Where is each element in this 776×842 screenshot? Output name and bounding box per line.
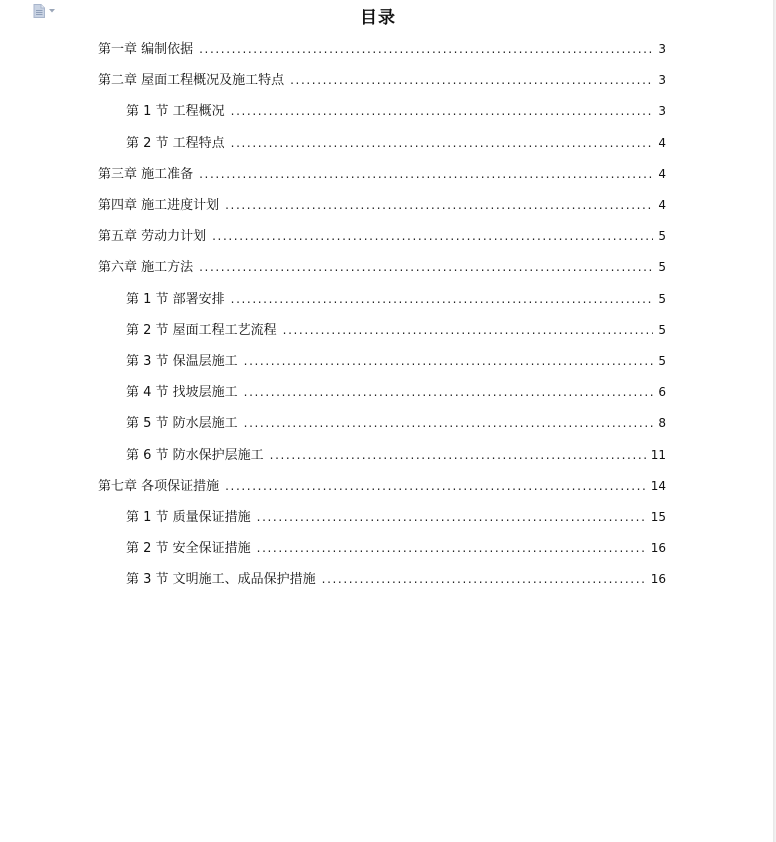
- toc-page-number: 3: [658, 42, 666, 56]
- toc-dot-leader: [199, 39, 653, 59]
- toc-section-entry[interactable]: [126, 445, 666, 465]
- toc-section-entry[interactable]: [126, 320, 666, 340]
- toc-page-number: 3: [658, 104, 666, 119]
- toc-section-entry[interactable]: [126, 351, 666, 371]
- toc-entry-label: 第 1 节 部署安排: [126, 291, 225, 307]
- toc-page-number: 4: [658, 166, 666, 181]
- toc-entry-label: 第一章 编制依据: [98, 42, 194, 57]
- toc-page-number: 5: [658, 354, 666, 368]
- toc-page-number: 11: [650, 447, 666, 462]
- page-title: 目录: [360, 8, 396, 28]
- toc-chapter-entry[interactable]: [98, 70, 666, 90]
- toc-page-number: 5: [658, 322, 666, 337]
- toc-dot-leader: [225, 476, 646, 496]
- toc-section-entry[interactable]: [126, 507, 666, 527]
- toc-dot-leader: [231, 101, 654, 121]
- toc-page-number: 6: [658, 385, 666, 400]
- toc-page-number: 5: [658, 229, 666, 244]
- toc-entry-label: 第 3 节 文明施工、成品保护措施: [126, 572, 316, 588]
- toc-dot-leader: [199, 164, 653, 184]
- toc-dot-leader: [257, 538, 646, 558]
- toc-entry-label: 第 1 节 质量保证措施: [126, 510, 251, 525]
- toc-entry-label: 第 1 节 工程概况: [126, 104, 225, 120]
- toc-dot-leader: [231, 133, 654, 153]
- toc-entry-label: 第三章 施工准备: [98, 166, 194, 182]
- toc-entry-label: 第 3 节 保温层施工: [126, 354, 238, 369]
- toc-entry-label: 第 2 节 工程特点: [126, 135, 225, 151]
- toc-section-entry[interactable]: [126, 289, 666, 309]
- toc-dot-leader: [322, 569, 646, 589]
- toc-entry-label: 第 6 节 防水保护层施工: [126, 447, 264, 463]
- toc-dot-leader: [199, 257, 653, 277]
- toc-dot-leader: [244, 413, 654, 433]
- toc-page-number: 4: [658, 135, 666, 150]
- toc-page-number: 16: [650, 541, 666, 556]
- toc-entry-label: 第二章 屋面工程概况及施工特点: [98, 73, 285, 89]
- toc-entry-label: 第七章 各项保证措施: [98, 478, 220, 494]
- toc-entry-label: 第 4 节 找坡层施工: [126, 385, 238, 401]
- toc-dot-leader: [231, 289, 654, 309]
- toc-page-number: 8: [658, 416, 666, 431]
- toc-entry-label: 第 5 节 防水层施工: [126, 416, 238, 432]
- toc-page-number: 14: [650, 478, 666, 493]
- toc-chapter-entry[interactable]: [98, 195, 666, 215]
- toc-dot-leader: [225, 195, 653, 215]
- toc-dot-leader: [244, 382, 654, 402]
- toc-entry-label: 第五章 劳动力计划: [98, 229, 207, 245]
- toc-dot-leader: [244, 351, 654, 371]
- toc-section-entry[interactable]: [126, 382, 666, 402]
- toc-page-number: 15: [650, 510, 666, 524]
- toc-chapter-entry[interactable]: [98, 226, 666, 246]
- toc-section-entry[interactable]: [126, 101, 666, 121]
- toc-entry-label: 第 2 节 屋面工程工艺流程: [126, 322, 277, 338]
- toc-dot-leader: [257, 507, 646, 527]
- toc-dot-leader: [283, 320, 654, 340]
- toc-chapter-entry[interactable]: [98, 39, 666, 59]
- toc-page-number: 16: [650, 572, 666, 587]
- toc-section-entry[interactable]: [126, 569, 666, 589]
- toc-dot-leader: [270, 445, 646, 465]
- toc-dot-leader: [212, 226, 653, 246]
- toc-chapter-entry[interactable]: [98, 476, 666, 496]
- toc-page-number: 4: [658, 198, 666, 212]
- toc-entry-label: 第 2 节 安全保证措施: [126, 541, 251, 557]
- toc-section-entry[interactable]: [126, 413, 666, 433]
- toc-dot-leader: [290, 70, 653, 90]
- toc-page-number: 5: [658, 291, 666, 306]
- toc-section-entry[interactable]: [126, 538, 666, 558]
- toc-page-number: 3: [658, 73, 666, 88]
- toc-section-entry[interactable]: [126, 133, 666, 153]
- toc-entry-label: 第六章 施工方法: [98, 260, 194, 276]
- toc-chapter-entry[interactable]: [98, 257, 666, 277]
- toc-page-number: 5: [658, 260, 666, 275]
- toc-chapter-entry[interactable]: [98, 164, 666, 184]
- toc-entry-label: 第四章 施工进度计划: [98, 198, 220, 213]
